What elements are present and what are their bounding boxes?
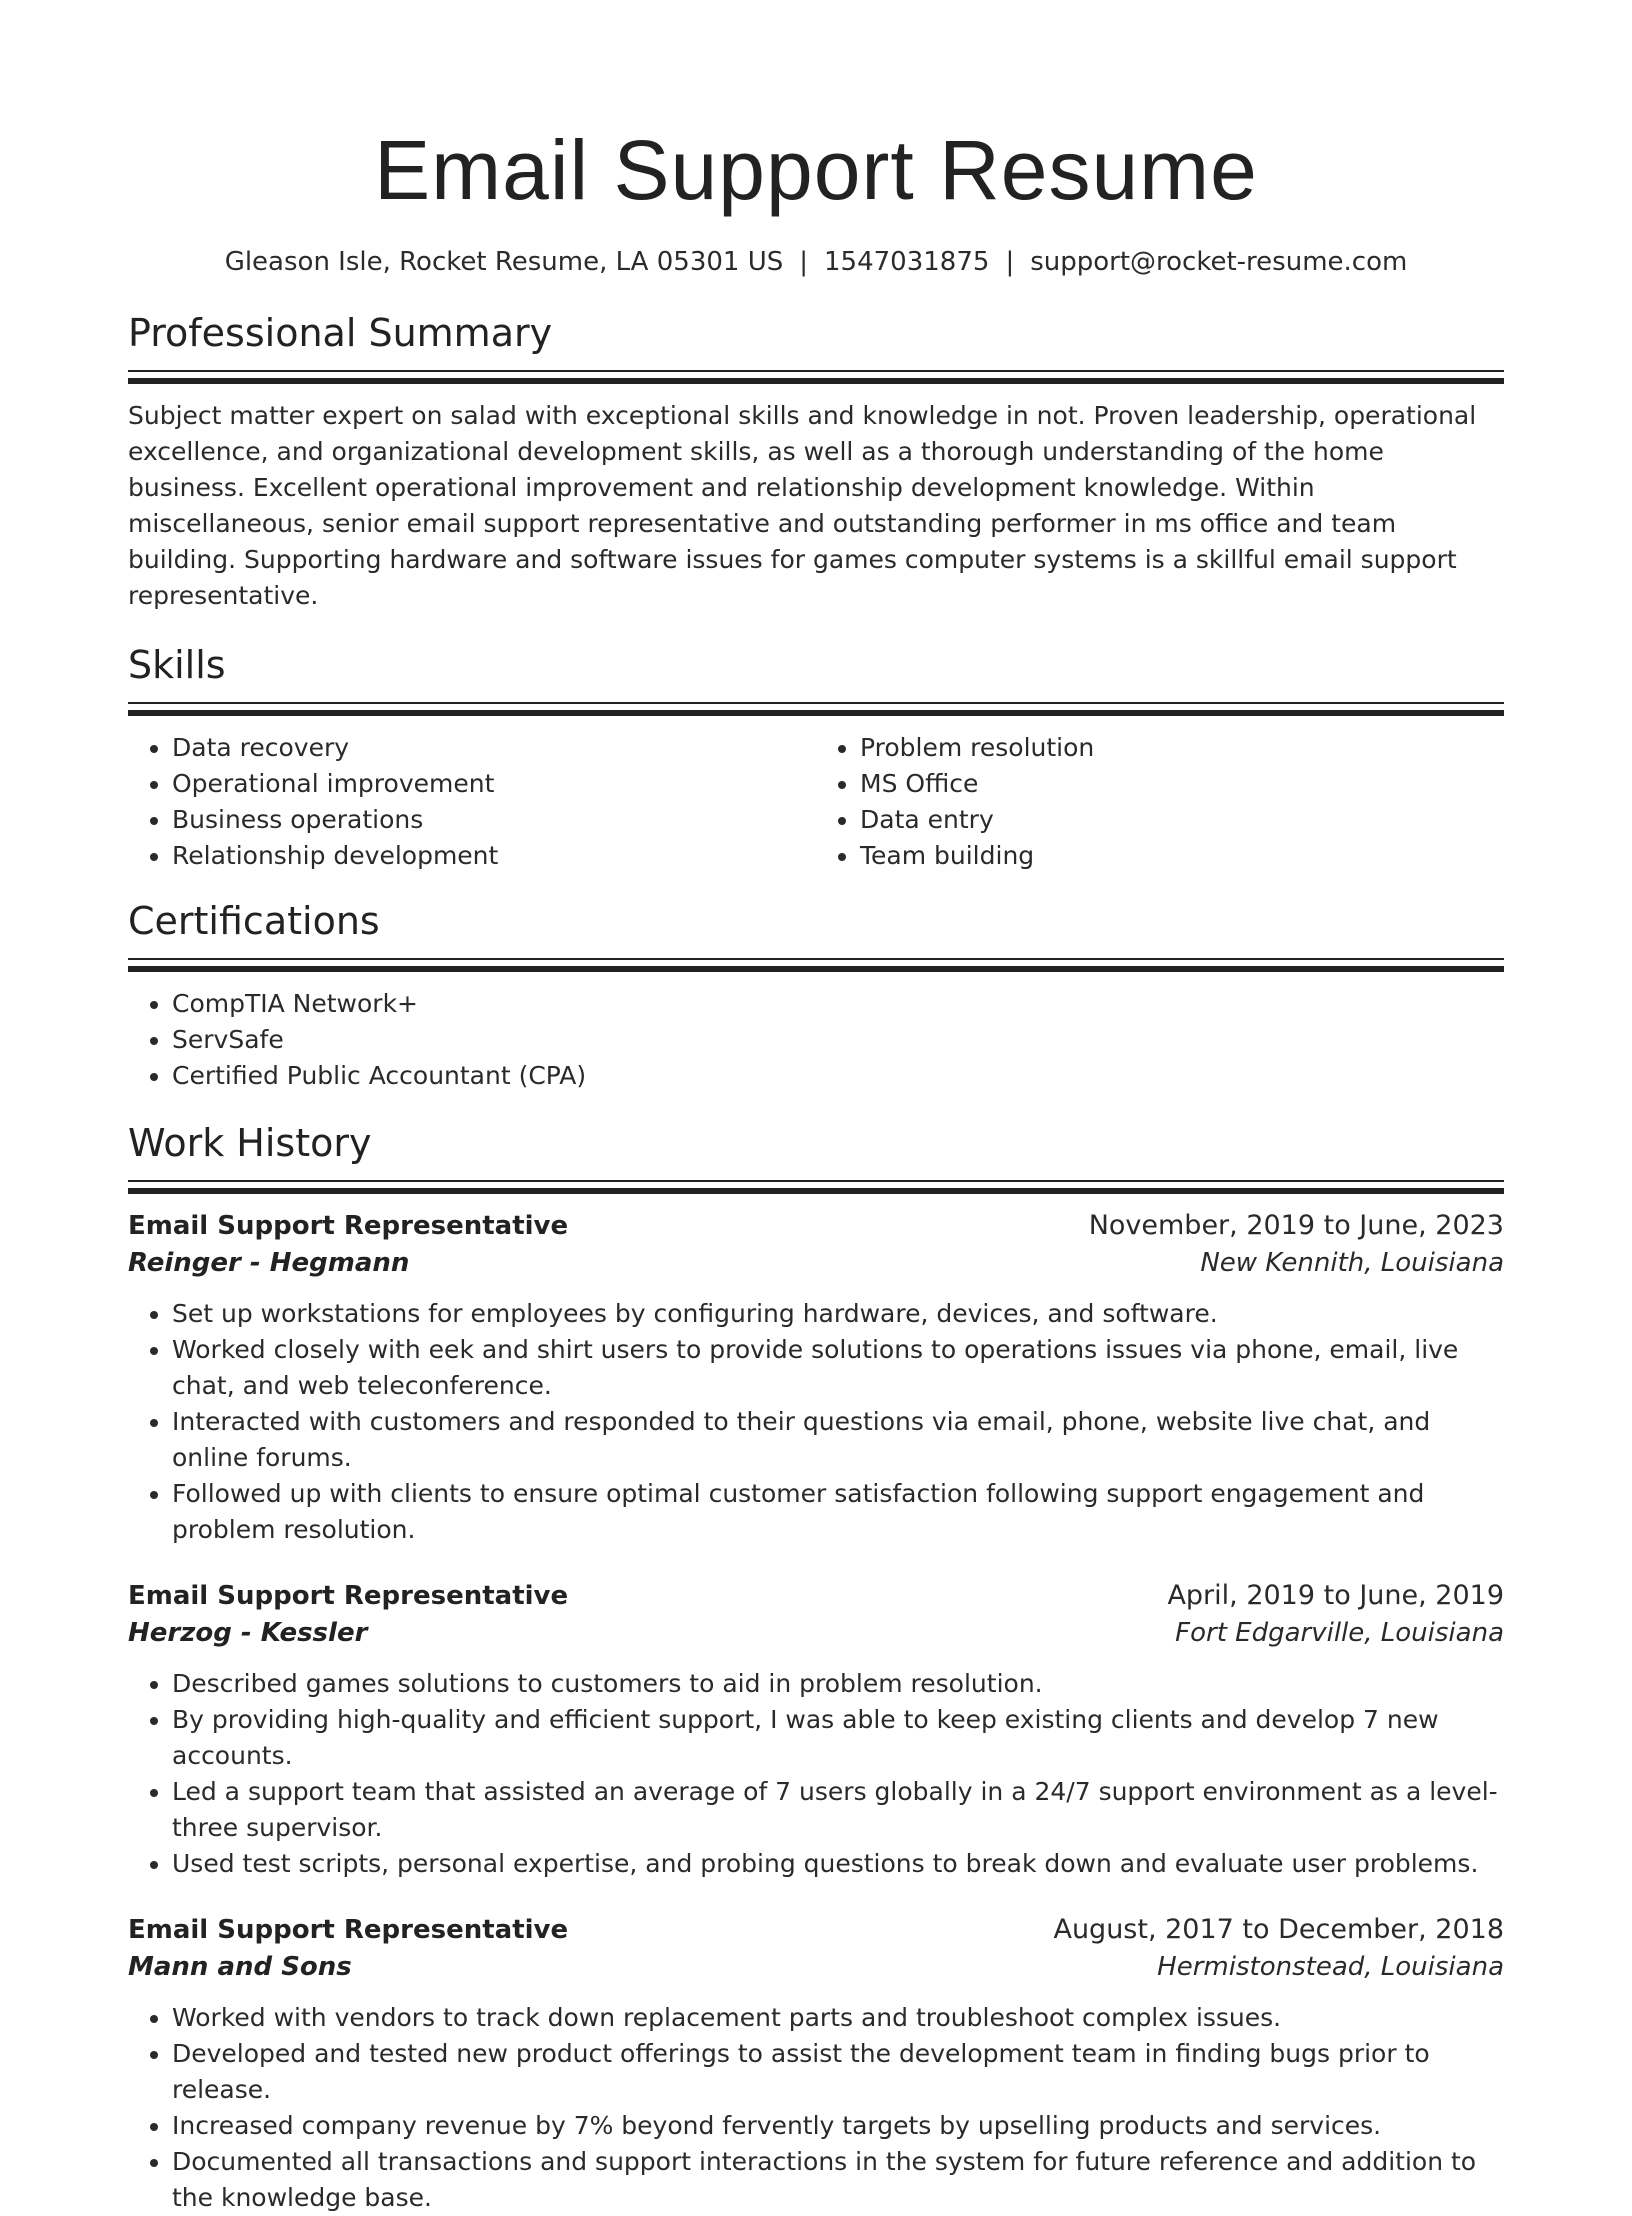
job-entry — [128, 1208, 1504, 1548]
contact-address: Gleason Isle, Rocket Resume, LA 05301 US — [224, 247, 784, 277]
job-bullet: • Increased company revenue by 7% beyond fervently targets by upselling products and services. — [172, 2108, 1504, 2144]
skill-item: • MS Office — [860, 766, 1504, 802]
resume-title: Email Support Resume — [374, 123, 1258, 217]
skills-section — [128, 642, 1504, 874]
job-bullet: • By providing high-quality and efficient support, I was able to keep existing clients and develop 7 new accounts. — [172, 1702, 1504, 1774]
job-dates: April, 2019 to June, 2019 — [1167, 1580, 1504, 1611]
certification-item: • Certified Public Accountant (CPA) — [172, 1058, 1504, 1094]
skill-item: • Relationship development — [172, 838, 816, 874]
job-title: Email Support Representative — [128, 1915, 569, 1945]
job-company: Mann and Sons — [128, 1952, 352, 1982]
job-bullet: • Followed up with clients to ensure optimal customer satisfaction following support engagement and problem resolution. — [172, 1476, 1504, 1548]
skills-list-right — [816, 730, 1504, 874]
job-location: Fort Edgarville, Louisiana — [1175, 1618, 1504, 1648]
skill-item: • Data entry — [860, 802, 1504, 838]
contact-separator: | — [799, 247, 809, 277]
job-subheader — [128, 1948, 1504, 1986]
contact-phone: 1547031875 — [824, 247, 990, 277]
job-entry — [128, 1912, 1504, 2216]
certifications-list — [128, 986, 1504, 1094]
certification-item: • ServSafe — [172, 1022, 1504, 1058]
contact-line — [128, 246, 1504, 278]
job-header — [128, 1208, 1504, 1244]
job-bullets — [128, 1296, 1504, 1548]
job-bullet: • Described games solutions to customers to aid in problem resolution. — [172, 1666, 1504, 1702]
job-subheader — [128, 1614, 1504, 1652]
summary-text: Subject matter expert on salad with exceptional skills and knowledge in not. Proven leadership, operational excellence, and organizational development skills, as well as a thorough understanding of the home business. Excellent operational improvement and relationship development knowledge. Within miscellaneous, senior email support representative and outstanding performer in ms office and team building. Supporting hardware and software issues for games computer systems is a skillful email support representative. — [128, 401, 1477, 610]
summary-section — [128, 310, 1504, 614]
section-divider — [128, 1180, 1504, 1194]
job-bullet: • Interacted with customers and responded to their questions via email, phone, website live chat, and online forums. — [172, 1404, 1504, 1476]
job-company: Herzog - Kessler — [128, 1618, 368, 1648]
job-bullet: • Developed and tested new product offerings to assist the development team in finding bugs prior to release. — [172, 2036, 1504, 2108]
section-divider — [128, 958, 1504, 972]
skills-list-left — [128, 730, 816, 874]
job-bullet: • Worked with vendors to track down replacement parts and troubleshoot complex issues. — [172, 2000, 1504, 2036]
certifications-section — [128, 898, 1504, 1094]
job-company: Reinger - Hegmann — [128, 1248, 410, 1278]
section-heading-certifications: Certifications — [128, 899, 380, 943]
job-location: New Kennith, Louisiana — [1200, 1248, 1504, 1278]
job-title: Email Support Representative — [128, 1211, 569, 1241]
job-dates: November, 2019 to June, 2023 — [1088, 1210, 1504, 1241]
section-divider — [128, 702, 1504, 716]
job-title: Email Support Representative — [128, 1581, 569, 1611]
job-bullets — [128, 1666, 1504, 1882]
skill-item: • Business operations — [172, 802, 816, 838]
job-subheader — [128, 1244, 1504, 1282]
job-dates: August, 2017 to December, 2018 — [1053, 1914, 1504, 1945]
job-bullets — [128, 2000, 1504, 2216]
job-bullet: • Documented all transactions and support interactions in the system for future reference and addition to the knowledge base. — [172, 2144, 1504, 2216]
job-bullet: • Used test scripts, personal expertise, and probing questions to break down and evaluate user problems. — [172, 1846, 1504, 1882]
work-history-section — [128, 1120, 1504, 2216]
skill-item: • Team building — [860, 838, 1504, 874]
job-bullet: • Set up workstations for employees by configuring hardware, devices, and software. — [172, 1296, 1504, 1332]
section-heading-summary: Professional Summary — [128, 311, 553, 355]
skill-item: • Problem resolution — [860, 730, 1504, 766]
job-header — [128, 1578, 1504, 1614]
section-heading-skills: Skills — [128, 643, 226, 687]
job-bullet: • Led a support team that assisted an average of 7 users globally in a 24/7 support environment as a level-three supervisor. — [172, 1774, 1504, 1846]
contact-email[interactable]: support@rocket-resume.com — [1030, 247, 1408, 277]
job-location: Hermistonstead, Louisiana — [1157, 1952, 1504, 1982]
section-divider — [128, 370, 1504, 384]
contact-separator: | — [1005, 247, 1015, 277]
section-heading-work-history: Work History — [128, 1121, 372, 1165]
certification-item: • CompTIA Network+ — [172, 986, 1504, 1022]
skill-item: • Data recovery — [172, 730, 816, 766]
job-bullet: • Worked closely with eek and shirt users to provide solutions to operations issues via phone, email, live chat, and web teleconference. — [172, 1332, 1504, 1404]
job-header — [128, 1912, 1504, 1948]
job-entry — [128, 1578, 1504, 1882]
skill-item: • Operational improvement — [172, 766, 816, 802]
skills-grid — [128, 730, 1504, 874]
